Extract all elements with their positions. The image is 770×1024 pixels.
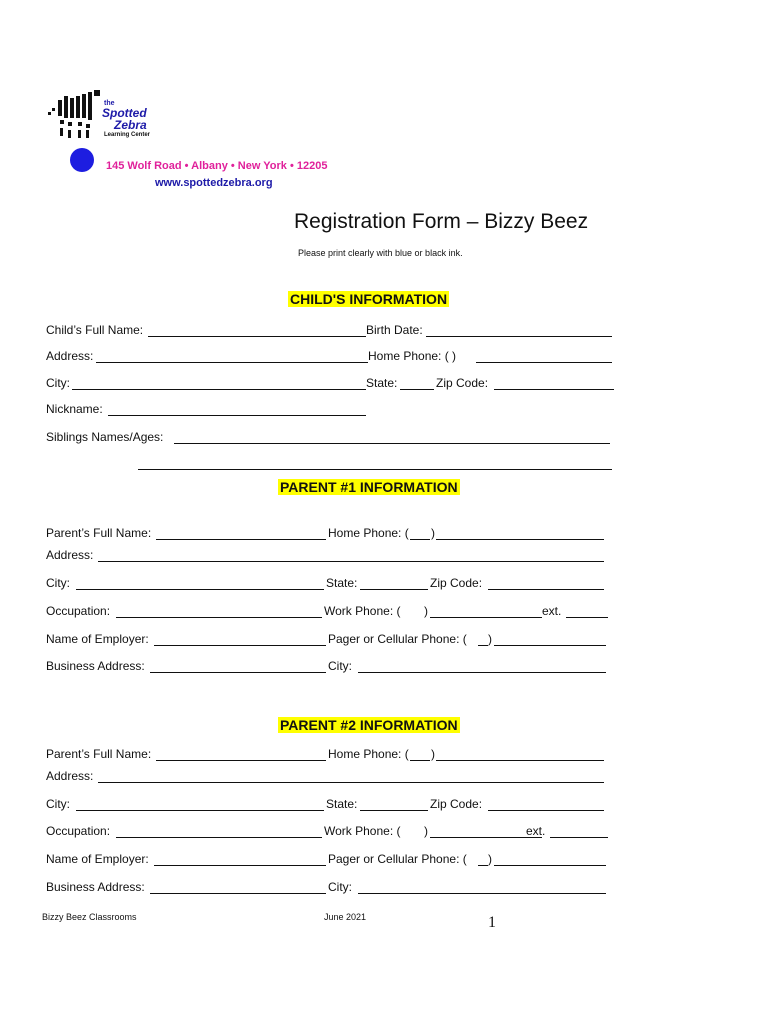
label-parent1-city: City: bbox=[46, 576, 70, 590]
label-parent2-pager: Pager or Cellular Phone: ( bbox=[328, 852, 467, 866]
parent1-state-field[interactable] bbox=[360, 589, 428, 590]
label-parent1-work-phone-close: ) bbox=[424, 604, 428, 618]
label-parent1-full-name: Parent’s Full Name: bbox=[46, 526, 152, 540]
siblings-field-line-2[interactable] bbox=[138, 469, 612, 470]
child-zip-field[interactable] bbox=[494, 389, 614, 390]
label-siblings: Siblings Names/Ages: bbox=[46, 430, 164, 444]
label-child-zip: Zip Code: bbox=[436, 376, 489, 390]
label-parent1-pager: Pager or Cellular Phone: ( bbox=[328, 632, 467, 646]
label-parent1-work-phone: Work Phone: ( bbox=[324, 604, 401, 618]
parent2-full-name-field[interactable] bbox=[156, 760, 326, 761]
instructions: Please print clearly with blue or black ink. bbox=[298, 248, 463, 258]
parent2-pager-field[interactable] bbox=[494, 865, 606, 866]
label-parent2-business-city: City: bbox=[328, 880, 352, 894]
child-state-field[interactable] bbox=[400, 389, 434, 390]
page-number: 1 bbox=[488, 914, 496, 931]
parent2-occupation-field[interactable] bbox=[116, 837, 322, 838]
label-parent2-home-phone-close: ) bbox=[431, 747, 435, 761]
label-child-city: City: bbox=[46, 376, 70, 390]
parent2-state-field[interactable] bbox=[360, 810, 428, 811]
parent1-business-city-field[interactable] bbox=[358, 672, 606, 673]
parent1-area-code-field[interactable] bbox=[410, 539, 430, 540]
letterhead-address: 145 Wolf Road • Albany • New York • 12205 bbox=[106, 160, 328, 172]
parent1-address-field[interactable] bbox=[98, 561, 604, 562]
label-parent1-state: State: bbox=[326, 576, 358, 590]
logo-text-learning-center: Learning Center bbox=[104, 132, 151, 138]
logo-text-zebra: Zebra bbox=[114, 118, 147, 132]
parent1-home-phone-field[interactable] bbox=[436, 539, 604, 540]
label-birth-date: Birth Date: bbox=[366, 323, 423, 337]
label-parent1-employer: Name of Employer: bbox=[46, 632, 149, 646]
label-parent2-work-phone-close: ) bbox=[424, 824, 428, 838]
label-child-full-name: Child’s Full Name: bbox=[46, 323, 144, 337]
parent2-business-address-field[interactable] bbox=[150, 893, 326, 894]
parent1-business-address-field[interactable] bbox=[150, 672, 326, 673]
label-child-home-phone: Home Phone: ( ) bbox=[368, 349, 457, 363]
logo-text-spotted: Spotted bbox=[102, 106, 147, 120]
parent1-full-name-field[interactable] bbox=[156, 539, 326, 540]
label-parent1-home-phone: Home Phone: ( bbox=[328, 526, 409, 540]
parent1-city-field[interactable] bbox=[76, 589, 324, 590]
parent2-area-code-field[interactable] bbox=[410, 760, 430, 761]
parent1-zip-field[interactable] bbox=[488, 589, 604, 590]
parent1-ext-field[interactable] bbox=[566, 617, 608, 618]
section-heading-child: CHILD'S INFORMATION bbox=[290, 291, 448, 307]
section-heading-parent2: PARENT #2 INFORMATION bbox=[280, 717, 458, 733]
parent1-occupation-field[interactable] bbox=[116, 617, 322, 618]
label-parent2-state: State: bbox=[326, 797, 358, 811]
parent1-pager-area-field[interactable] bbox=[478, 645, 488, 646]
parent2-business-city-field[interactable] bbox=[358, 893, 606, 894]
parent2-employer-field[interactable] bbox=[154, 865, 326, 866]
label-parent2-zip: Zip Code: bbox=[430, 797, 483, 811]
child-city-field[interactable] bbox=[72, 389, 366, 390]
logo-text-the: the bbox=[104, 100, 115, 107]
label-child-state: State: bbox=[366, 376, 398, 390]
label-parent2-pager-close: ) bbox=[488, 852, 492, 866]
footer-left: Bizzy Beez Classrooms bbox=[42, 912, 137, 922]
label-parent2-home-phone: Home Phone: ( bbox=[328, 747, 409, 761]
footer-date: June 2021 bbox=[324, 912, 367, 922]
label-parent2-occupation: Occupation: bbox=[46, 824, 111, 838]
label-parent2-full-name: Parent’s Full Name: bbox=[46, 747, 152, 761]
parent2-zip-field[interactable] bbox=[488, 810, 604, 811]
label-nickname: Nickname: bbox=[46, 402, 103, 416]
child-home-phone-field[interactable] bbox=[476, 362, 612, 363]
child-address-field[interactable] bbox=[96, 362, 368, 363]
label-parent1-zip: Zip Code: bbox=[430, 576, 483, 590]
label-parent1-home-phone-close: ) bbox=[431, 526, 435, 540]
label-parent1-business-city: City: bbox=[328, 659, 352, 673]
label-parent2-address: Address: bbox=[46, 769, 94, 783]
label-parent2-employer: Name of Employer: bbox=[46, 852, 149, 866]
nickname-field[interactable] bbox=[108, 415, 366, 416]
letterhead-website[interactable]: www.spottedzebra.org bbox=[155, 177, 273, 189]
parent2-ext-field[interactable] bbox=[550, 837, 608, 838]
label-parent2-business-address: Business Address: bbox=[46, 880, 145, 894]
birth-date-field[interactable] bbox=[426, 336, 612, 337]
label-parent2-city: City: bbox=[46, 797, 70, 811]
parent2-address-field[interactable] bbox=[98, 782, 604, 783]
parent1-employer-field[interactable] bbox=[154, 645, 326, 646]
label-parent1-occupation: Occupation: bbox=[46, 604, 111, 618]
label-parent1-address: Address: bbox=[46, 548, 94, 562]
label-child-address: Address: bbox=[46, 349, 94, 363]
parent2-pager-area-field[interactable] bbox=[478, 865, 488, 866]
siblings-field[interactable] bbox=[174, 443, 610, 444]
label-parent2-ext: ext. bbox=[526, 824, 546, 838]
parent2-city-field[interactable] bbox=[76, 810, 324, 811]
parent2-home-phone-field[interactable] bbox=[436, 760, 604, 761]
label-parent1-business-address: Business Address: bbox=[46, 659, 145, 673]
page-title: Registration Form – Bizzy Beez bbox=[294, 210, 589, 233]
child-full-name-field[interactable] bbox=[148, 336, 366, 337]
zebra-logo-icon bbox=[44, 86, 104, 176]
label-parent1-pager-close: ) bbox=[488, 632, 492, 646]
label-parent1-ext: ext. bbox=[542, 604, 562, 618]
section-heading-parent1: PARENT #1 INFORMATION bbox=[280, 479, 458, 495]
parent1-work-phone-field[interactable] bbox=[430, 617, 542, 618]
label-parent2-work-phone: Work Phone: ( bbox=[324, 824, 401, 838]
parent1-pager-field[interactable] bbox=[494, 645, 606, 646]
